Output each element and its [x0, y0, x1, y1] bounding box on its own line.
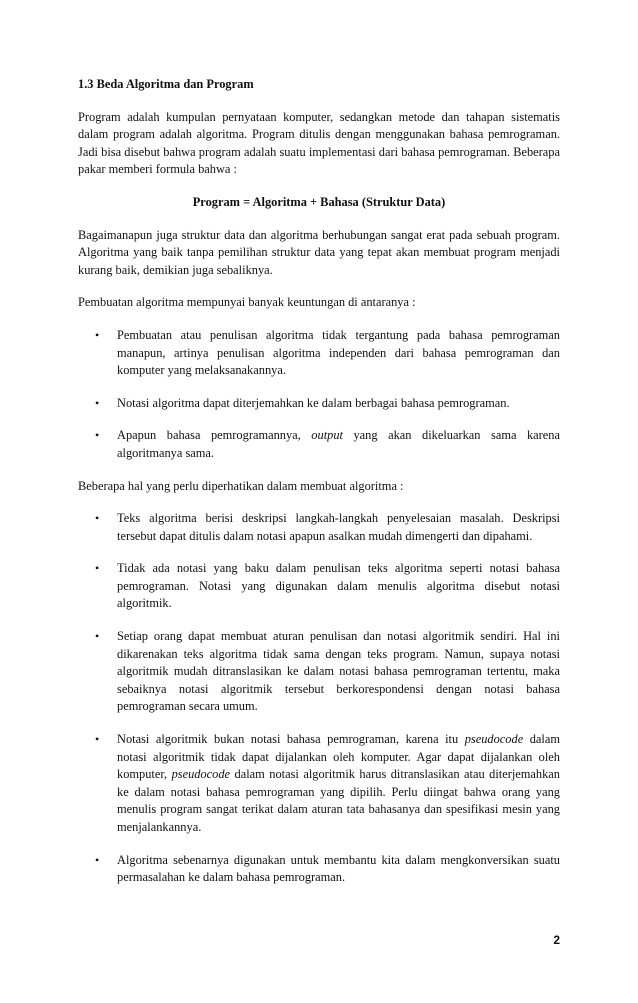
list-item — [78, 731, 560, 837]
advantages-list — [78, 327, 560, 463]
list-item-text — [117, 732, 560, 834]
list-item — [78, 395, 560, 413]
paragraph-structure-relation: Bagaimanapun juga struktur data dan algoritma berhubungan sangat erat pada sebuah program. Algoritma yang baik tanpa pemilihan struktur data yang tepat akan membuat program menjadi kurang baik, demikian juga sebaliknya. — [78, 227, 560, 277]
bullet-icon: • — [95, 561, 100, 576]
bullet-icon: • — [95, 428, 100, 443]
text-segment: yang akan dikeluarkan sama karena algoritmanya sama. — [117, 428, 560, 460]
section-heading: 1.3 Beda Algoritma dan Program — [78, 77, 254, 91]
list-item-text: Teks algoritma berisi deskripsi langkah-langkah penyelesaian masalah. Deskripsi tersebut dapat ditulis dalam notasi apapun asalkan mudah dimengerti dan dipahami. — [117, 511, 560, 543]
advantages-intro: Pembuatan algoritma mempunyai banyak keuntungan di antaranya : — [78, 295, 416, 310]
emphasis-pseudocode: pseudocode — [464, 732, 524, 747]
text-segment: Apapun bahasa pemrogramannya, — [117, 428, 312, 443]
document-page — [78, 76, 560, 902]
page-number: 2 — [553, 933, 560, 947]
list-item-text: Pembuatan atau penulisan algoritma tidak tergantung pada bahasa pemrograman manapun, artinya penulisan algoritma independen dari bahasa pemrograman dan komputer yang melaksanakannya. — [117, 327, 560, 378]
list-item-text — [117, 428, 560, 460]
notes-list — [78, 510, 560, 887]
bullet-icon: • — [95, 511, 100, 526]
notes-intro: Beberapa hal yang perlu diperhatikan dalam membuat algoritma : — [78, 478, 404, 493]
list-item — [78, 327, 560, 380]
intro-paragraph: Program adalah kumpulan pernyataan komputer, sedangkan metode dan tahapan sistematis dalam program adalah algoritma. Program ditulis dengan menggunakan bahasa pemrograman. Jadi bisa disebut bahwa program adalah suatu implementasi dari bahasa pemrograman. Beberapa pakar memberi formula bahwa : — [78, 109, 560, 177]
bullet-icon: • — [95, 852, 100, 867]
formula: Program = Algoritma + Bahasa (Struktur Data) — [192, 194, 446, 209]
text-segment: dalam notasi algoritmik harus ditranslasikan atau diterjemahkan ke dalam notasi bahasa pemrograman yang dipilih. Perlu diingat bahwa orang yang menulis program sangat terikat dalam aturan tata bahasanya dan spesifikasi mesin yang menjalankannya. — [117, 767, 561, 834]
emphasis-pseudocode: pseudocode — [171, 767, 231, 782]
list-item-text: Notasi algoritma dapat diterjemahkan ke dalam berbagai bahasa pemrograman. — [117, 395, 510, 410]
list-item-text: Algoritma sebenarnya digunakan untuk membantu kita dalam mengkonversikan suatu permasalahan ke dalam bahasa pemrograman. — [117, 852, 560, 885]
list-item — [78, 510, 560, 545]
list-item — [78, 427, 560, 462]
bullet-icon: • — [95, 629, 100, 644]
text-segment: Notasi algoritmik bukan notasi bahasa pemrograman, karena itu — [117, 732, 465, 747]
text-segment: dalam notasi algoritmik tidak dapat dijalankan oleh komputer. Agar dapat dijalankan oleh komputer, — [117, 732, 560, 782]
bullet-icon: • — [95, 732, 100, 747]
list-item — [78, 852, 560, 887]
list-item — [78, 560, 560, 613]
list-item-text: Tidak ada notasi yang baku dalam penulisan teks algoritma seperti notasi bahasa pemrograman. Notasi yang digunakan dalam menulis algoritma disebut notasi algoritmik. — [117, 561, 560, 611]
list-item-text: Setiap orang dapat membuat aturan penulisan dan notasi algoritmik sendiri. Hal ini dikarenakan teks algoritma tidak sama dengan teks program. Namun, supaya notasi algoritmik mudah ditranslasikan ke dalam notasi bahasa pemrograman tertentu, maka sebaiknya notasi algoritmik tersebut berkorespondensi dengan notasi bahasa pemrograman secara umum. — [117, 629, 560, 714]
bullet-icon: • — [95, 327, 100, 342]
bullet-icon: • — [95, 395, 100, 410]
list-item — [78, 628, 560, 716]
emphasis-output: output — [311, 428, 343, 443]
